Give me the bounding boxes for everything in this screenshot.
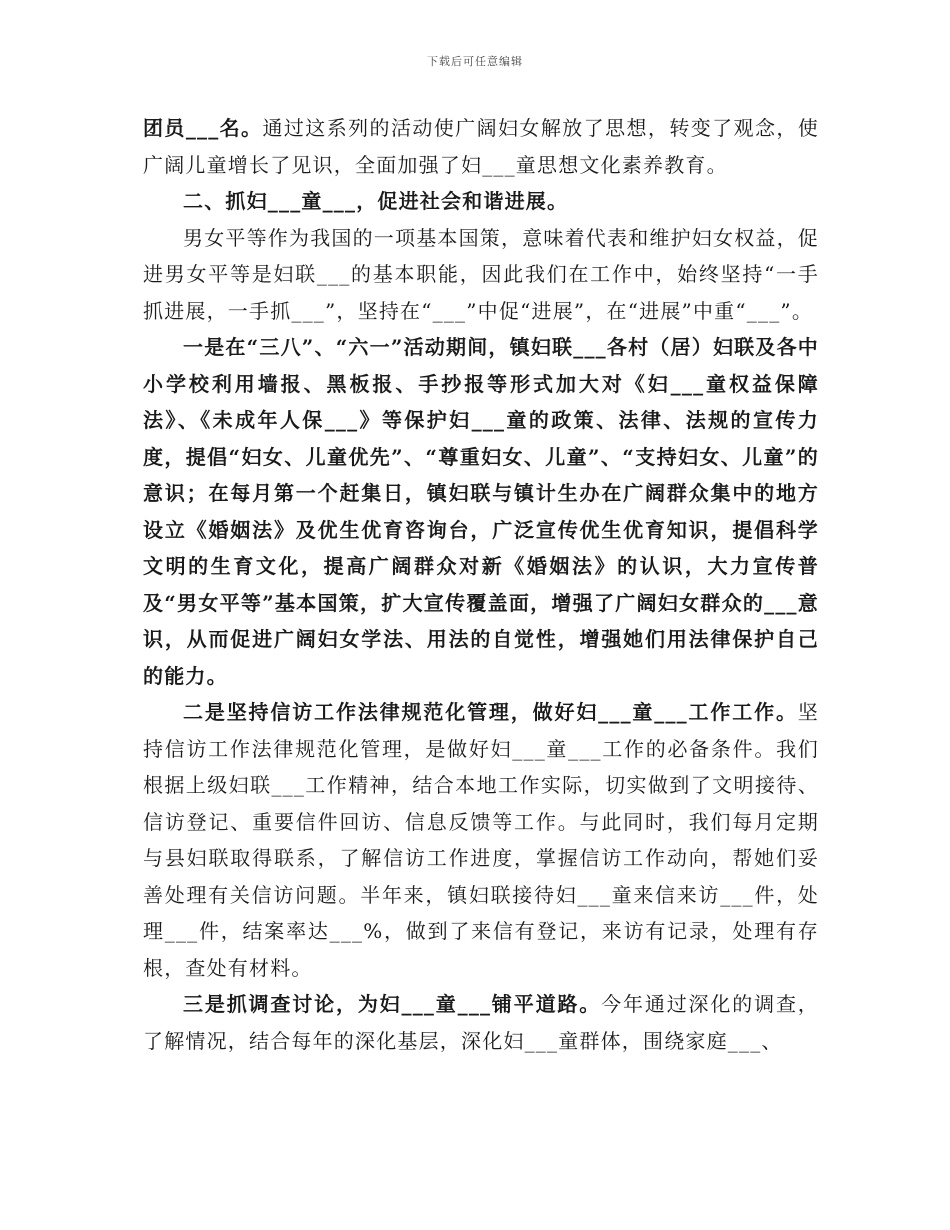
paragraph-5	[143, 694, 819, 986]
page-header: 下载后可任意编辑	[427, 55, 523, 68]
paragraph-bold-lead: 团员___名。	[143, 116, 263, 140]
paragraph-1	[143, 110, 819, 183]
section-heading: 二、抓妇___童___，促进社会和谐进展。	[183, 189, 569, 213]
paragraph-bold-lead: 二是坚持信访工作法律规范化管理，做好妇___童___工作工作。	[183, 700, 798, 724]
paragraph-4: 一是在“三八”、“六一”活动期间，镇妇联___各村（居）妇联及各中小学校利用墙报、黑板报、手抄报等形式加大对《妇___童权益保障法》、《未成年人保___》等保护妇___童的政策、法律、法规的宣传力度，提倡“妇女、儿童优先”、“尊重妇女、儿童”、“支持妇女、儿童”的意识；在每月第一个赶集日，镇妇联与镇计生办在广阔群众集中的地方设立《婚姻法》及优生优育咨询台，广泛宣传优生优育知识，提倡科学文明的生育文化，提高广阔群众对新《婚姻法》的认识，大力宣传普及“男女平等”基本国策，扩大宣传覆盖面，增强了广阔妇女群众的___意识，从而促进广阔妇女学法、用法的自觉性，增强她们用法律保护自己的能力。	[143, 335, 819, 688]
paragraph-text: 今年通过深化的调查，了解情况，结合每年的深化基层，深化妇___童群体，围绕家庭___、	[143, 992, 820, 1053]
paragraph-text: 坚持信访工作法律规范化管理，是做好妇___童___工作的必备条件。我们根据上级妇联___工作精神，结合本地工作实际，切实做到了文明接待、信访登记、重要信件回访、信息反馈等工作。与此同时，我们每月定期与县妇联取得联系，了解信访工作进度，掌握信访工作动向，帮她们妥善处理有关信访问题。半年来，镇妇联接待妇___童来信来访___件，处理___件，结案率达___%，做到了来信有登记，来访有记录，处理有存根，查处有材料。	[143, 700, 819, 980]
document-body	[143, 110, 819, 1059]
paragraph-3: 男女平等作为我国的一项基本国策，意味着代表和维护妇女权益，促进男女平等是妇联___的基本职能，因此我们在工作中，始终坚持“一手抓进展，一手抓___”，坚持在“___”中促“进展”，在“进展”中重“___”。	[143, 225, 819, 323]
paragraph-6	[143, 986, 819, 1059]
paragraph-bold-lead: 三是抓调查讨论，为妇___童___铺平道路。	[183, 992, 602, 1016]
paragraph-text: 通过这系列的活动使广阔妇女解放了思想，转变了观念，使广阔儿童增长了见识，全面加强了妇___童思想文化素养教育。	[143, 116, 819, 177]
